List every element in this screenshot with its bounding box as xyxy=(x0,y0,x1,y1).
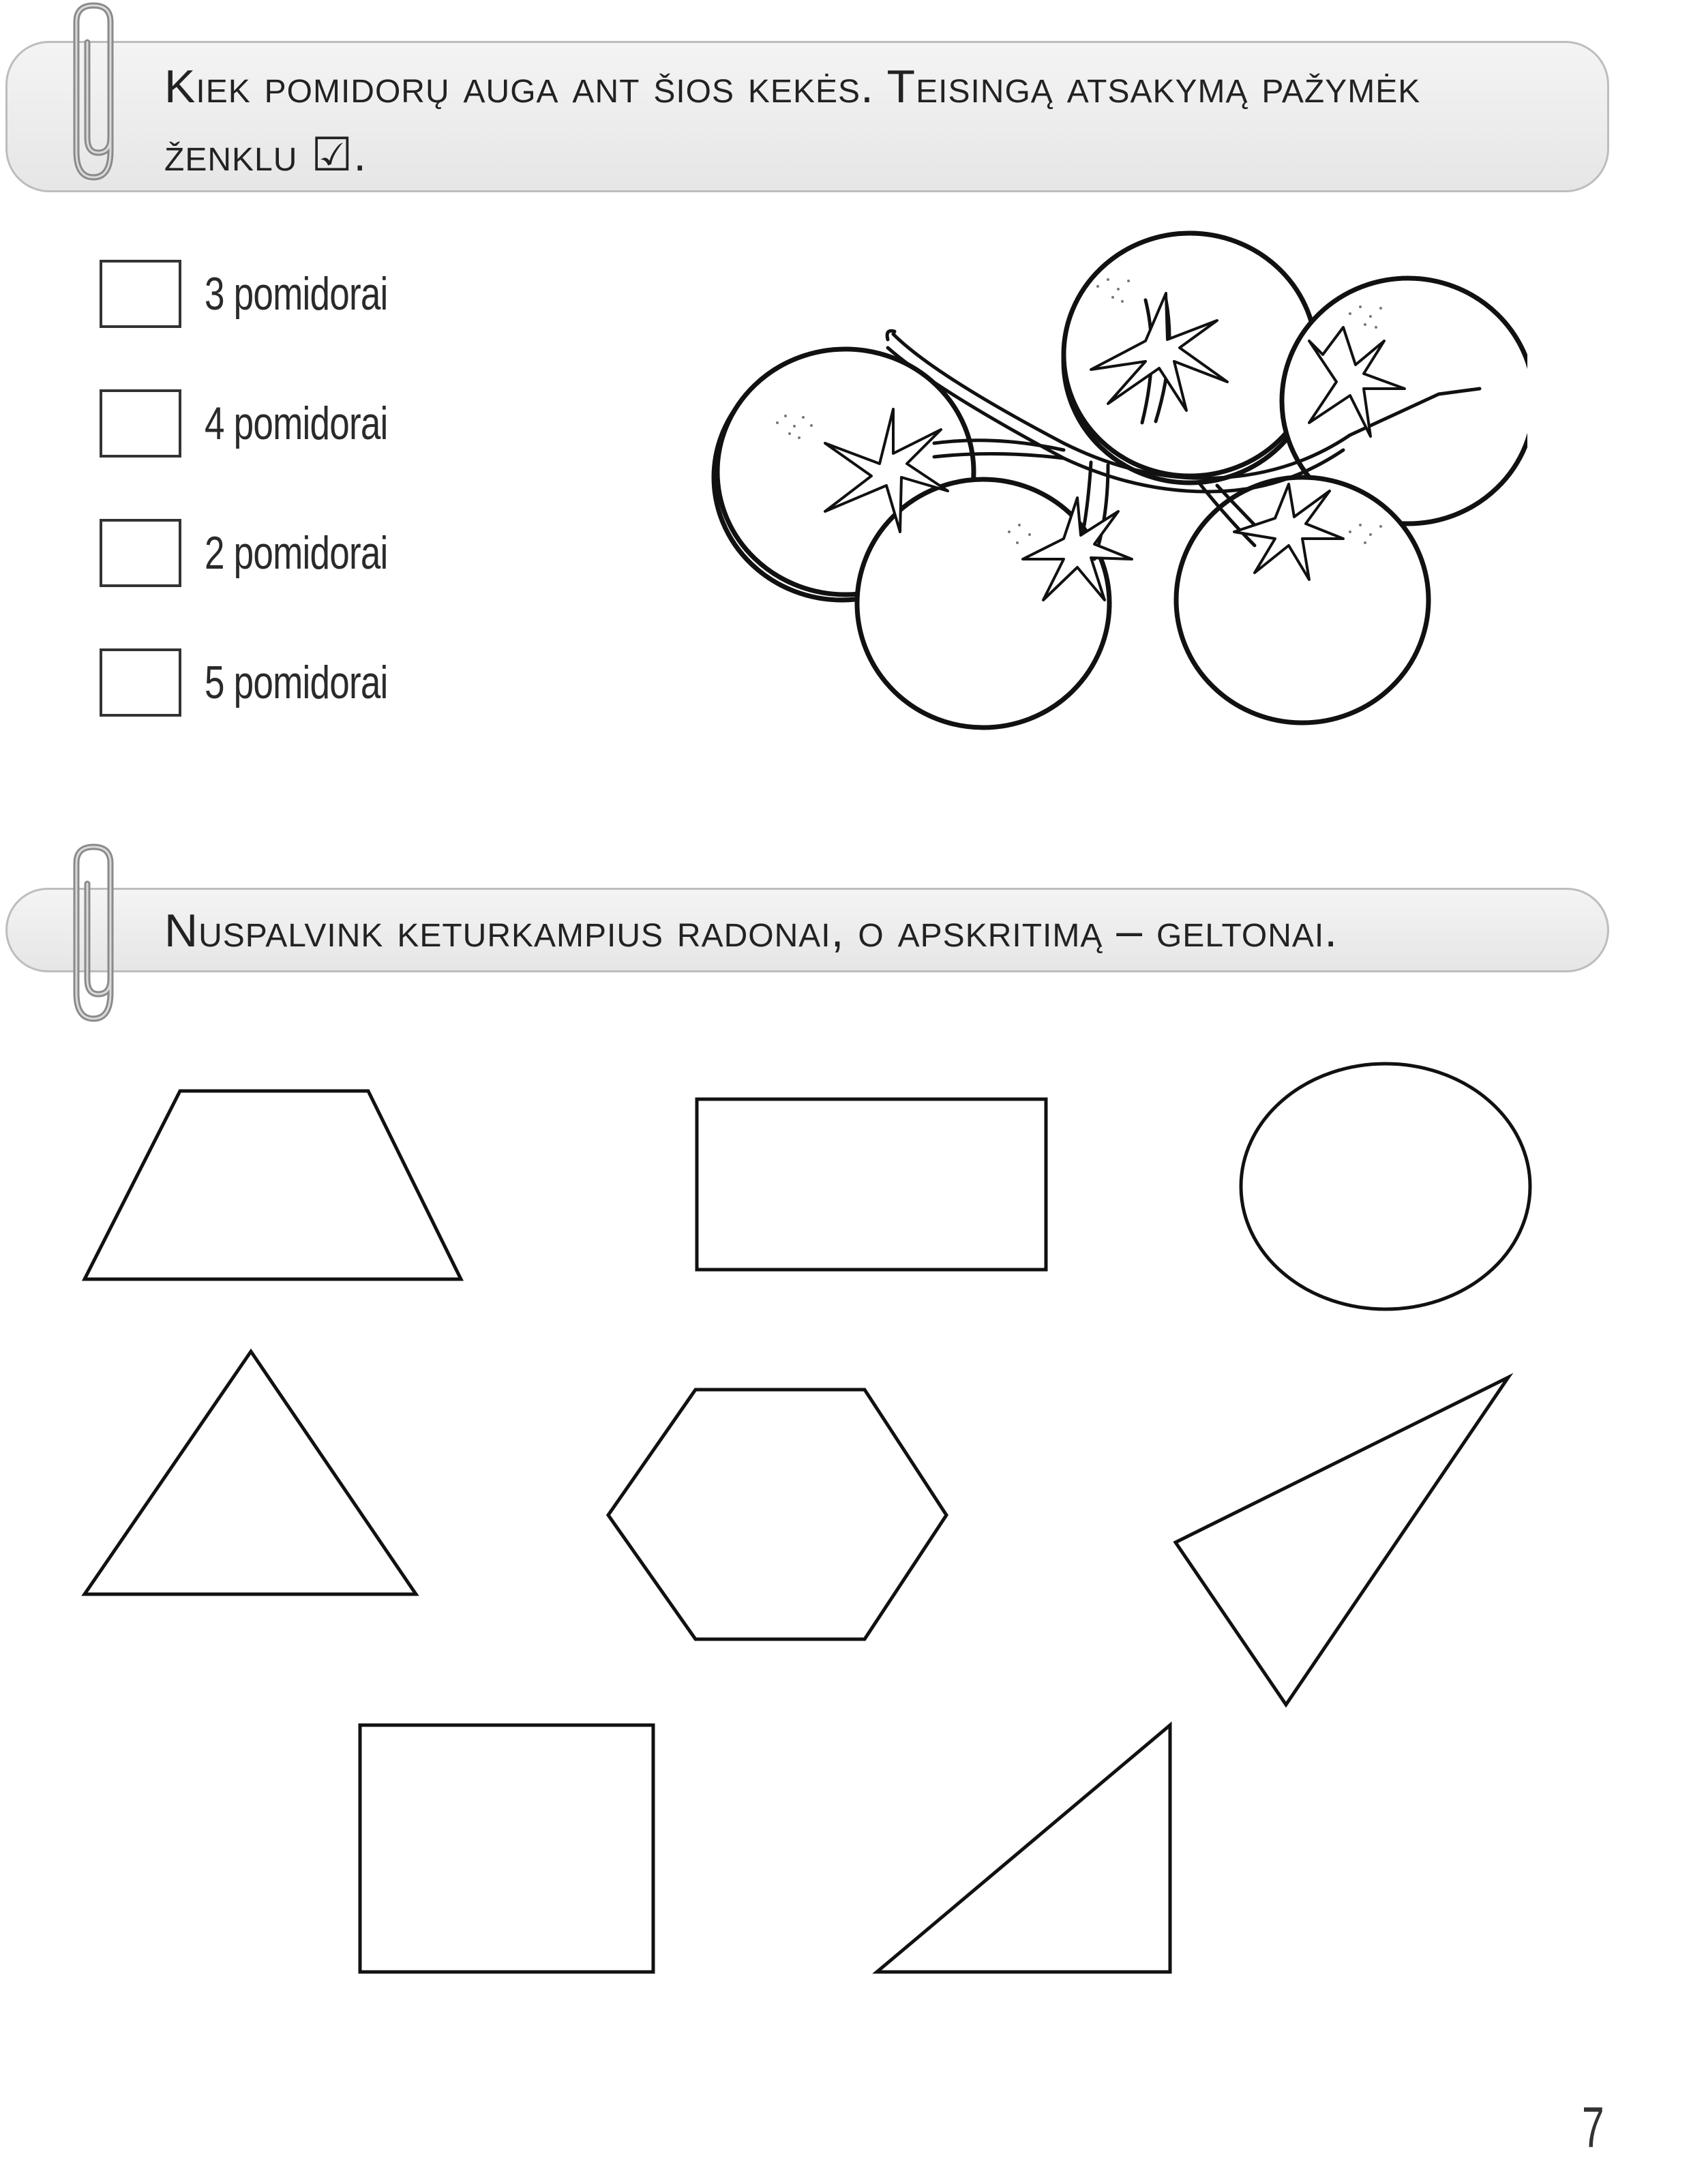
option-label: 5 pomidorai xyxy=(205,657,388,708)
hexagon-shape[interactable] xyxy=(608,1390,946,1639)
acute-triangle-shape[interactable] xyxy=(1176,1377,1508,1705)
square-shape[interactable] xyxy=(360,1725,653,1972)
task1-instruction: Kiek pomidorų auga ant šios kekės. Teisingą atsakymą pažymėk ženklu ☑. xyxy=(164,61,1421,181)
option-label: 4 pomidorai xyxy=(205,398,388,449)
trapezoid-shape[interactable] xyxy=(85,1091,461,1279)
task2-instruction: Nuspalvink keturkampius radonai, o apskritimą – geltonai. xyxy=(164,905,1338,957)
circle-shape[interactable] xyxy=(1241,1064,1530,1309)
option-label: 3 pomidorai xyxy=(205,268,388,320)
triangle-shape[interactable] xyxy=(85,1351,416,1594)
right-triangle-shape[interactable] xyxy=(877,1725,1170,1972)
page-number: 7 xyxy=(1582,2095,1604,2159)
rectangle-shape[interactable] xyxy=(697,1099,1046,1270)
option-label: 2 pomidorai xyxy=(205,527,388,579)
